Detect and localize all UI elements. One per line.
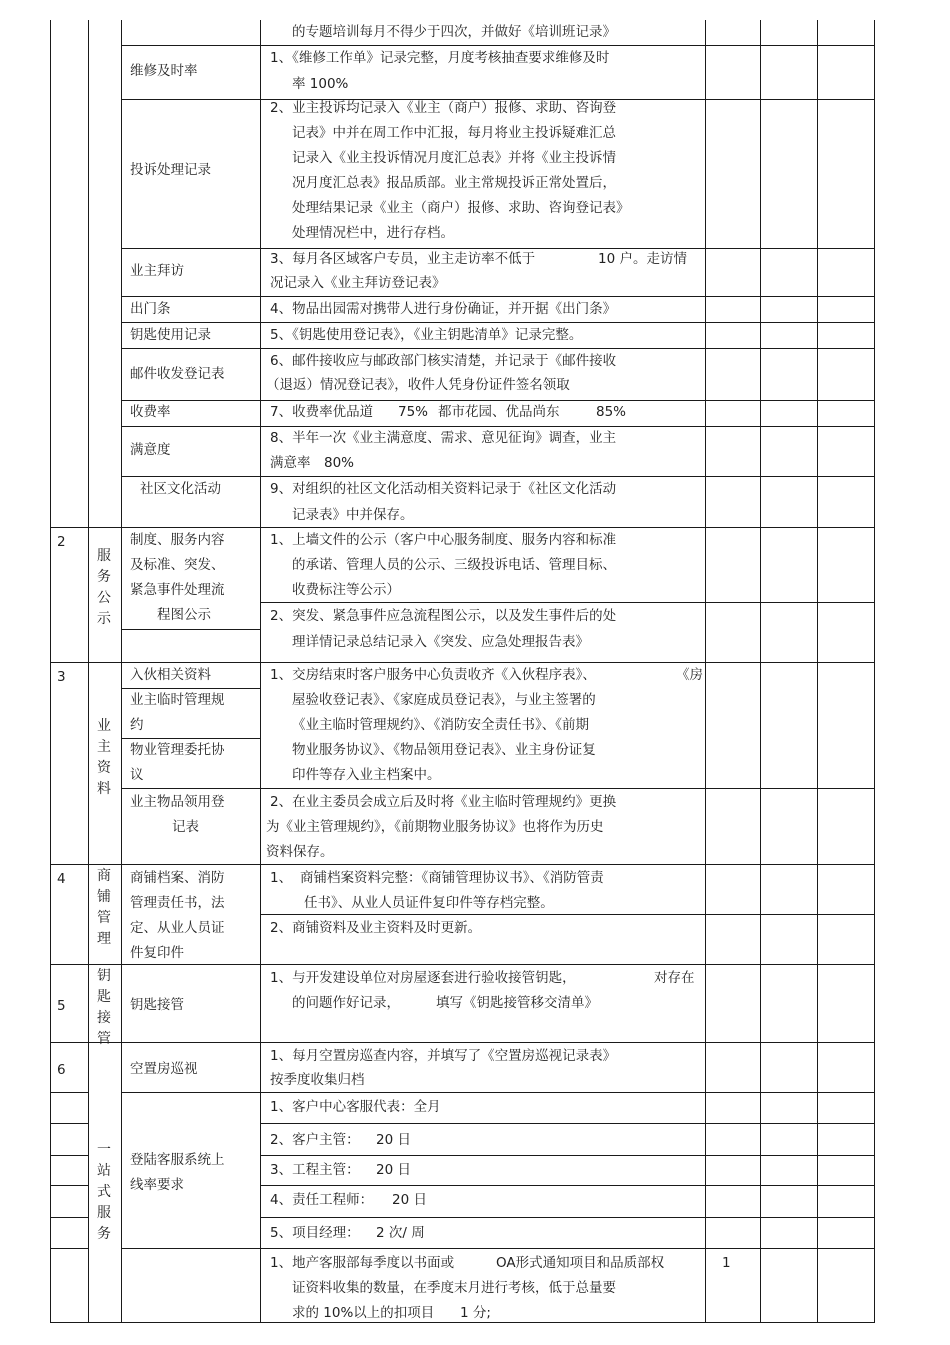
content-text: 资料保存。 xyxy=(266,844,334,860)
item-label: 维修及时率 xyxy=(130,63,198,79)
content-text: 1、与开发建设单位对房屋逐套进行验收接管钥匙， xyxy=(270,970,576,986)
item-label: 出门条 xyxy=(130,301,171,317)
item-label: 投诉处理记录 xyxy=(130,162,211,178)
content-text: 2、业主投诉均记录入《业主（商户）报修、求助、咨询登 xyxy=(270,100,617,116)
content-text: 10 户。走访情 xyxy=(598,251,687,267)
item-label: 钥匙接管 xyxy=(130,997,184,1013)
content-text: 处理结果记录《业主（商户）报修、求助、咨询登记表》 xyxy=(292,200,630,216)
content-text: 2、商铺资料及业主资料及时更新。 xyxy=(270,920,482,936)
grid-line xyxy=(50,864,875,865)
content-text: 按季度收集归档 xyxy=(270,1072,365,1088)
item-label: 物业管理委托协 xyxy=(130,742,225,758)
grid-line xyxy=(121,1248,875,1249)
content-text: 2、在业主委员会成立后及时将《业主临时管理规约》更换 xyxy=(270,794,617,810)
content-text: 记录表》中并保存。 xyxy=(292,507,414,523)
content-text: 85% xyxy=(596,404,627,420)
rate-text: 4、责任工程师： xyxy=(270,1192,374,1208)
section-category: 业主资料 xyxy=(97,718,111,797)
item-label: 邮件收发登记表 xyxy=(130,366,225,382)
rate-text: 3、工程主管： xyxy=(270,1162,360,1178)
section-number: 2 xyxy=(57,534,66,550)
grid-line xyxy=(50,1217,88,1218)
content-text: 记表》中并在周工作中汇报，每月将业主投诉疑难汇总 xyxy=(292,125,616,141)
item-label: 件复印件 xyxy=(130,945,184,961)
item-label: 商铺档案、消防 xyxy=(130,870,225,886)
item-label: 社区文化活动 xyxy=(140,481,221,497)
content-text: 任书》、从业人员证件复印件等存档完整。 xyxy=(304,895,554,911)
grid-line xyxy=(50,1123,88,1124)
grid-line xyxy=(121,788,875,789)
content-text: （退返）情况登记表》，收件人凭身份证件签名领取 xyxy=(266,377,570,393)
item-label: 及标准、突发、 xyxy=(130,557,225,573)
grid-line xyxy=(50,20,51,1323)
item-label: 业主物品领用登 xyxy=(130,794,225,810)
item-label: 满意度 xyxy=(130,442,171,458)
grid-line xyxy=(121,20,122,1323)
content-text: 6、邮件接收应与邮政部门核实清楚，并记录于《邮件接收 xyxy=(270,353,617,369)
rate-text: 20 日 xyxy=(376,1162,411,1178)
item-label: 程图公示 xyxy=(157,607,211,623)
rate-text: 2 次/ 周 xyxy=(376,1225,425,1241)
content-text: 物业服务协议》、《物品领用登记表》、业主身份证复 xyxy=(292,742,596,758)
item-label: 空置房巡视 xyxy=(130,1061,198,1077)
content-text: 1、《维修工作单》记录完整，月度考核抽查要求维修及时 xyxy=(270,50,610,66)
content-text: 收费标注等公示） xyxy=(292,582,400,598)
item-label: 业主拜访 xyxy=(130,263,184,279)
rate-text: 1、客户中心客服代表：全月 xyxy=(270,1099,441,1115)
content-text: 处理情况栏中，进行存档。 xyxy=(292,225,454,241)
rate-text: 2、客户主管： xyxy=(270,1132,360,1148)
item-label: 紧急事件处理流 xyxy=(130,582,225,598)
item-label: 记表 xyxy=(172,819,199,835)
item-label: 制度、服务内容 xyxy=(130,532,225,548)
content-text: 证资料收集的数量，在季度末月进行考核，低于总量要 xyxy=(292,1280,616,1296)
grid-line xyxy=(121,629,260,630)
content-text: 8、半年一次《业主满意度、需求、意见征询》调查，业主 xyxy=(270,430,617,446)
content-text: 4、物品出园需对携带人进行身份确证，并开据《出门条》 xyxy=(270,301,617,317)
grid-line xyxy=(50,1248,88,1249)
content-text: 为《业主管理规约》，《前期物业服务协议》也将作为历史 xyxy=(266,819,604,835)
grid-line xyxy=(260,20,261,1323)
content-text: 1、 xyxy=(270,870,293,886)
content-text: 1、每月空置房巡查内容，并填写了《空置房巡视记录表》 xyxy=(270,1048,617,1064)
grid-line xyxy=(760,20,761,1323)
rate-text: 20 日 xyxy=(392,1192,427,1208)
content-text: 况月度汇总表》报品质部。业主常规投诉正常处置后， xyxy=(292,175,616,191)
grid-line xyxy=(817,20,818,1323)
grid-line xyxy=(88,20,89,1323)
item-label: 线率要求 xyxy=(130,1177,184,1193)
rate-text: 20 日 xyxy=(376,1132,411,1148)
grid-line xyxy=(50,1042,875,1043)
content-text: 3、每月各区域客户专员，业主走访率不低于 xyxy=(270,251,536,267)
section-category: 商铺管理 xyxy=(97,868,111,947)
grid-line xyxy=(50,1185,88,1186)
score-value: 1 xyxy=(722,1255,731,1271)
item-label: 登陆客服系统上 xyxy=(130,1152,225,1168)
content-text: 2、突发、紧急事件应急流程图公示，以及发生事件后的处 xyxy=(270,608,617,624)
item-label: 议 xyxy=(130,767,144,783)
grid-line xyxy=(50,1092,88,1093)
content-text: 《业主临时管理规约》、《消防安全责任书》、《前期 xyxy=(292,717,589,733)
content-text: 对存在 xyxy=(654,970,695,986)
section-category: 服务公示 xyxy=(97,548,111,627)
content-text: 的专题培训每月不得少于四次，并做好《培训班记录》 xyxy=(292,24,616,40)
item-label: 约 xyxy=(130,717,144,733)
item-label: 入伙相关资料 xyxy=(130,667,211,683)
section-category: 一站式服务 xyxy=(97,1142,111,1242)
content-text: 率 100% xyxy=(292,76,349,92)
grid-line xyxy=(874,20,875,1323)
item-label: 管理责任书，法 xyxy=(130,895,225,911)
grid-line xyxy=(260,1185,875,1186)
item-label: 收费率 xyxy=(130,404,171,420)
section-number: 3 xyxy=(57,669,66,685)
content-text: 《房 xyxy=(676,667,703,683)
content-text: 印件等存入业主档案中。 xyxy=(292,767,441,783)
content-text: 75% xyxy=(398,404,429,420)
content-text: 的承诺、管理人员的公示、三级投诉电话、管理目标、 xyxy=(292,557,616,573)
content-text: 屋验收登记表》、《家庭成员登记表》，与业主签署的 xyxy=(292,692,596,708)
content-text: 的问题作好记录， xyxy=(292,995,400,1011)
section-number: 5 xyxy=(57,998,66,1014)
content-text: 况记录入《业主拜访登记表》 xyxy=(270,275,446,291)
rate-text: 5、项目经理： xyxy=(270,1225,360,1241)
content-text: 理详情记录总结记录入《突发、应急处理报告表》 xyxy=(292,634,589,650)
grid-line xyxy=(50,1155,88,1156)
content-text: 1、地产客服部每季度以书面或 xyxy=(270,1255,455,1271)
item-label: 定、从业人员证 xyxy=(130,920,225,936)
grid-line xyxy=(260,1123,875,1124)
content-text: 1 分; xyxy=(460,1305,491,1321)
content-text: OA形式通知项目和品质部权 xyxy=(496,1255,665,1271)
content-text: 都市花园、优品尚东 xyxy=(438,404,560,420)
content-text: 5、《钥匙使用登记表》，《业主钥匙清单》记录完整。 xyxy=(270,327,583,343)
section-number: 6 xyxy=(57,1062,66,1078)
section-category: 钥匙接管 xyxy=(97,968,111,1047)
content-text: 7、收费率优品道 xyxy=(270,404,374,420)
item-label: 钥匙使用记录 xyxy=(130,327,211,343)
content-text: 1、交房结束时客户服务中心负责收齐《入伙程序表》、 xyxy=(270,667,596,683)
content-text: 1、上墙文件的公示（客户中心服务制度、服务内容和标准 xyxy=(270,532,617,548)
content-text: 80% xyxy=(324,455,355,471)
content-text: 记录入《业主投诉情况月度汇总表》并将《业主投诉情 xyxy=(292,150,616,166)
grid-line xyxy=(705,20,706,1323)
grid-line xyxy=(260,1217,875,1218)
content-text: 满意率 xyxy=(270,455,311,471)
content-text: 求的 10%以上的扣项目 xyxy=(292,1305,435,1321)
grid-line xyxy=(121,1092,875,1093)
grid-line xyxy=(260,1155,875,1156)
item-label: 业主临时管理规 xyxy=(130,692,225,708)
content-text: 9、对组织的社区文化活动相关资料记录于《社区文化活动 xyxy=(270,481,617,497)
content-text: 填写《钥匙接管移交清单》 xyxy=(436,995,598,1011)
content-text: 商铺档案资料完整：《商铺管理协议书》、《消防管责 xyxy=(300,870,604,886)
section-number: 4 xyxy=(57,871,66,887)
